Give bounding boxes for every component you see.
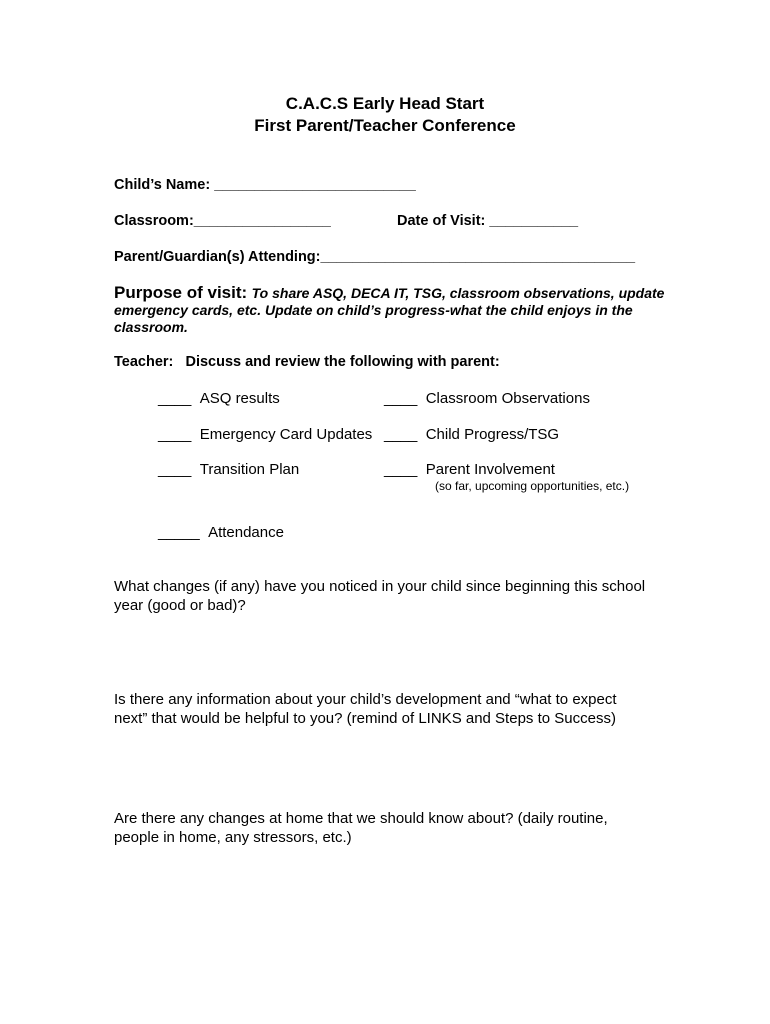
checkbox-blank-parent-involvement[interactable]: ____ xyxy=(384,461,418,478)
checklist-label-asq: ASQ results xyxy=(199,390,280,407)
teacher-instruction-row xyxy=(114,354,500,370)
teacher-label: Teacher: xyxy=(114,354,174,370)
checklist-item-parent-involvement xyxy=(384,461,555,478)
parent-attending-field[interactable]: _______________________________________ xyxy=(320,249,636,265)
parent-attending-row xyxy=(114,249,635,265)
checklist-label-classroom-observations: Classroom Observations xyxy=(425,390,590,407)
date-of-visit-label: Date of Visit: xyxy=(397,213,486,229)
checklist-label-emergency-card: Emergency Card Updates xyxy=(199,426,373,443)
date-of-visit-row xyxy=(397,213,578,229)
checklist-label-attendance: Attendance xyxy=(208,524,284,541)
checkbox-blank-classroom-observations[interactable]: ____ xyxy=(384,390,418,407)
child-name-label: Child’s Name: xyxy=(114,177,211,193)
purpose-heading: Purpose of visit: xyxy=(114,283,248,302)
checkbox-blank-child-progress[interactable]: ____ xyxy=(384,426,418,443)
checklist-item-attendance xyxy=(158,524,284,541)
checklist-item-asq xyxy=(158,390,280,407)
classroom-row xyxy=(114,213,331,229)
checklist-item-child-progress xyxy=(384,426,559,443)
checklist-label-parent-involvement: Parent Involvement xyxy=(425,461,555,478)
question-changes-noticed: What changes (if any) have you noticed in your child since beginning this school year (good or bad)? xyxy=(114,578,646,614)
checklist-item-classroom-observations xyxy=(384,390,590,407)
checklist-item-emergency-card xyxy=(158,426,372,443)
question-development-info: Is there any information about your child’s development and “what to expect next” that would be helpful to you? (remind of LINKS and Steps to Success) xyxy=(114,691,617,727)
checkbox-blank-transition-plan[interactable]: ____ xyxy=(158,461,192,478)
checkbox-blank-attendance[interactable]: _____ xyxy=(158,524,200,541)
purpose-section xyxy=(114,284,669,336)
classroom-field[interactable]: _________________ xyxy=(193,213,331,229)
child-name-field[interactable]: _________________________ xyxy=(214,177,416,193)
page-title: C.A.C.S Early Head Start xyxy=(285,94,485,113)
checklist-label-child-progress: Child Progress/TSG xyxy=(425,426,560,443)
checkbox-blank-emergency-card[interactable]: ____ xyxy=(158,426,192,443)
classroom-label: Classroom: xyxy=(114,213,194,229)
parent-attending-label: Parent/Guardian(s) Attending: xyxy=(114,249,321,265)
child-name-row xyxy=(114,177,416,193)
checkbox-blank-asq[interactable]: ____ xyxy=(158,390,192,407)
parent-involvement-note: (so far, upcoming opportunities, etc.) xyxy=(435,479,630,493)
teacher-instruction: Discuss and review the following with parent: xyxy=(185,354,500,370)
page-subtitle: First Parent/Teacher Conference xyxy=(254,116,516,135)
checklist-label-transition-plan: Transition Plan xyxy=(199,461,300,478)
purpose-text: To share ASQ, DECA IT, TSG, classroom observations, update emergency cards, etc. Update on child’s progress-what the child enjoys in the classroom. xyxy=(114,285,665,335)
checklist-item-transition-plan xyxy=(158,461,299,478)
question-home-changes: Are there any changes at home that we should know about? (daily routine, people in home, any stressors, etc.) xyxy=(114,810,608,846)
date-of-visit-field[interactable]: ___________ xyxy=(489,213,579,229)
